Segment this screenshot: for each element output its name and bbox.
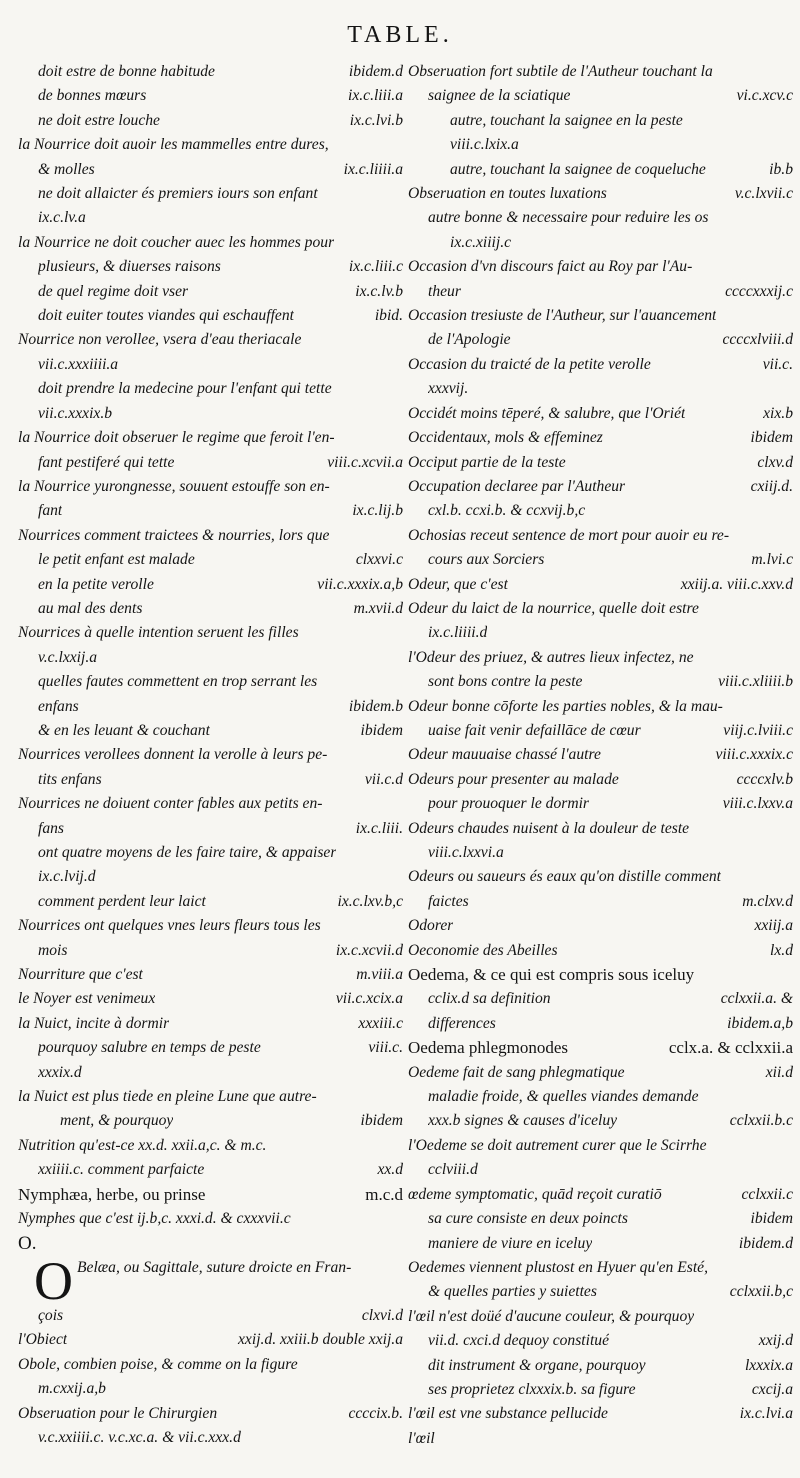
entry-text: la Nourrice doit auoir les mammelles entre dures, — [18, 136, 329, 154]
entry-text: œdeme symptomatic, quād reçoit curatiō — [408, 1185, 662, 1203]
entry-text: Oeconomie des Abeilles — [408, 941, 558, 959]
entry-text: fant pestiferé qui tette — [38, 453, 175, 471]
index-entry — [408, 1012, 793, 1036]
entry-reference: vii.c.xcix.a — [335, 990, 403, 1008]
index-entry — [18, 402, 403, 426]
index-entry — [18, 792, 403, 816]
entry-reference: m.lvi.c — [751, 551, 793, 569]
index-entry — [18, 133, 403, 157]
entry-text: Belæa, ou Sagittale, suture droicte en Fran- — [77, 1258, 352, 1276]
entry-text: fans — [38, 819, 64, 837]
entry-text: viii.c.lxix.a — [450, 136, 519, 154]
index-entry — [18, 1377, 403, 1401]
entry-text: la Nourrice doit obseruer le regime que feroit l'en- — [18, 429, 335, 447]
index-entry — [408, 353, 793, 377]
index-entry — [18, 255, 403, 279]
index-entry — [408, 377, 793, 401]
index-entry — [408, 1256, 793, 1280]
index-entry — [18, 646, 403, 670]
entry-text: de quel regime doit vser — [38, 282, 189, 300]
index-entry — [18, 426, 403, 450]
entry-text: quelles fautes commettent en trop serrant les — [38, 673, 318, 691]
index-entry — [18, 597, 403, 621]
index-entry — [408, 133, 793, 157]
entry-reference: ix.c.liii.c — [348, 258, 403, 276]
entry-text: Oedemes viennent plustost en Hyuer qu'en Esté, — [408, 1258, 708, 1276]
index-entry — [408, 402, 793, 426]
index-entry — [408, 548, 793, 572]
entry-text: Occiput partie de la teste — [408, 453, 566, 471]
index-entry — [18, 1061, 403, 1085]
entry-reference: ix.c.lvi.b — [349, 111, 403, 129]
index-entry — [408, 939, 793, 963]
index-entry — [408, 768, 793, 792]
index-entry — [18, 451, 403, 475]
entry-reference: ix.c.lij.b — [352, 502, 403, 520]
entry-text: çois — [38, 1306, 64, 1324]
entry-text: theur — [428, 282, 461, 300]
index-entry — [18, 1183, 403, 1207]
entry-reference: ix.c.liii.a — [348, 87, 403, 105]
entry-reference: viij.c.lviii.c — [723, 721, 793, 739]
index-entry — [18, 1158, 403, 1182]
entry-reference: viii.c.xliiii.b — [718, 673, 793, 691]
index-entry — [18, 304, 403, 328]
entry-text: Odeur bonne cōforte les parties nobles, & la mau- — [408, 697, 723, 715]
index-entry — [18, 865, 403, 889]
entry-text: differences — [428, 1014, 496, 1032]
entry-text: doit euiter toutes viandes qui eschauffent — [38, 307, 294, 325]
entry-text: pourquoy salubre en temps de peste — [38, 1039, 261, 1057]
index-entry — [408, 182, 793, 206]
entry-reference: ccccxlviii.d — [722, 331, 793, 349]
index-entry — [408, 1109, 793, 1133]
index-entry — [408, 451, 793, 475]
entry-text: le Noyer est venimeux — [18, 990, 156, 1008]
entry-text: ne doit estre louche — [38, 111, 160, 129]
entry-text: Odeurs chaudes nuisent à la douleur de teste — [408, 819, 690, 837]
entry-text: ont quatre moyens de les faire taire, & appaiser — [38, 844, 337, 861]
index-entry — [408, 670, 793, 694]
entry-reference: m.viii.a — [356, 966, 403, 984]
entry-text: mois — [38, 941, 68, 959]
entry-reference: ix.c.liii. — [355, 819, 403, 837]
entry-text: Nourriture que c'est — [18, 966, 143, 984]
entry-reference: xxiij.a — [754, 917, 793, 935]
index-entry — [18, 84, 403, 108]
index-entry — [408, 597, 793, 621]
entry-text: maladie froide, & quelles viandes demande — [428, 1088, 699, 1106]
index-entry — [408, 817, 793, 841]
entry-text: vii.d. cxci.d dequoy constitué — [428, 1332, 609, 1350]
entry-reference: clxv.d — [757, 453, 793, 471]
index-entry — [408, 646, 793, 670]
entry-text: cclix.d sa definition — [428, 990, 551, 1008]
entry-text: ix.c.xiiij.c — [450, 233, 512, 251]
entry-reference: cclxxii.a. & — [720, 990, 793, 1008]
entry-text: cours aux Sorciers — [428, 551, 545, 569]
entry-text: Nourrices verollees donnent la verolle à leurs pe- — [18, 746, 328, 764]
entry-reference: ibidem — [750, 1210, 793, 1228]
index-entry — [18, 499, 403, 523]
entry-reference: xx.d — [377, 1161, 403, 1179]
entry-reference: xii.d — [765, 1063, 793, 1081]
drop-cap-initial: O — [34, 1255, 73, 1304]
index-entry — [408, 914, 793, 938]
entry-text: enfans — [38, 697, 79, 715]
entry-text: l'Obiect — [18, 1331, 68, 1349]
entry-text: ix.c.lvij.d — [38, 868, 96, 886]
entry-text: Nutrition qu'est-ce xx.d. xxii.a,c. & m.c. — [18, 1136, 267, 1154]
entry-reference: ccccxlv.b — [736, 770, 793, 788]
index-entry — [408, 158, 793, 182]
entry-text: au mal des dents — [38, 599, 143, 617]
entry-text: la Nuict est plus tiede en pleine Lune que autre- — [18, 1088, 317, 1106]
index-entry — [408, 865, 793, 889]
entry-text: Odeurs ou saueurs és eaux qu'on distille comment — [408, 868, 722, 886]
entry-text: tits enfans — [38, 770, 102, 788]
index-entry — [18, 1256, 403, 1304]
entry-text: Occasion d'vn discours faict au Roy par l'Au- — [408, 258, 693, 276]
entry-text: Obseruation fort subtile de l'Autheur touchant la — [408, 63, 713, 80]
index-entry — [408, 573, 793, 597]
entry-text: Obseruation en toutes luxations — [408, 185, 607, 203]
entry-reference: xxiij.a. viii.c.xxv.d — [680, 575, 793, 593]
entry-text: ix.c.liiii.d — [428, 624, 488, 642]
index-entry — [408, 1354, 793, 1378]
entry-text: ment, & pourquoy — [60, 1112, 174, 1130]
section-heading — [18, 1232, 403, 1256]
entry-text: la Nuict, incite à dormir — [18, 1014, 170, 1032]
entry-reference: ix.c.lvi.a — [739, 1405, 793, 1423]
index-entry — [408, 426, 793, 450]
entry-reference: ibidem.d — [348, 63, 403, 80]
entry-text: Nymphæa, herbe, ou prinse — [18, 1184, 206, 1204]
index-entry — [408, 621, 793, 645]
entry-reference: xxij.d. xxiii.b double xxij.a — [238, 1331, 403, 1349]
entry-text: comment perdent leur laict — [38, 892, 206, 910]
entry-reference: viii.c.xcvii.a — [327, 453, 403, 471]
index-entry — [408, 1402, 793, 1426]
entry-reference: ix.c.lxv.b,c — [337, 892, 403, 910]
entry-reference: lx.d — [770, 941, 793, 959]
entry-reference: viii.c.xxxix.c — [715, 746, 793, 764]
entry-text: Occasion tresiuste de l'Autheur, sur l'auancement — [408, 307, 717, 325]
entry-reference: ibidem.b — [348, 697, 403, 715]
index-entry — [408, 792, 793, 816]
entry-text: doit estre de bonne habitude — [38, 63, 215, 80]
entry-reference: m.c.d — [365, 1184, 403, 1204]
entry-reference: ib.b — [769, 160, 793, 178]
entry-text: xxx.b signes & causes d'iceluy — [428, 1112, 618, 1130]
entry-reference: viii.c.lxxv.a — [722, 795, 793, 813]
index-entry — [408, 1207, 793, 1231]
entry-text: l'œil n'est doüé d'aucune couleur, & pourquoy — [408, 1307, 695, 1325]
index-entry — [408, 231, 793, 255]
entry-reference: vi.c.xcv.c — [736, 87, 793, 105]
index-entry — [18, 1328, 403, 1352]
entry-text: l'œil est vne substance pellucide — [408, 1405, 608, 1423]
index-entry — [18, 328, 403, 352]
entry-text: Occupation declaree par l'Autheur — [408, 477, 626, 495]
entry-text: Odeur mauuaise chassé l'autre — [408, 746, 601, 764]
entry-text: plusieurs, & diuerses raisons — [38, 258, 221, 276]
entry-reference: vii.c.xxxix.a,b — [317, 575, 403, 593]
entry-text: Odorer — [408, 917, 454, 935]
entry-reference: ix.c.liiii.a — [343, 160, 403, 178]
index-entry — [18, 1085, 403, 1109]
entry-text: cxl.b. ccxi.b. & ccxvij.b,c — [428, 502, 586, 520]
entry-text: dit instrument & organe, pourquoy — [428, 1356, 646, 1374]
catchword — [408, 1427, 793, 1451]
index-entry — [18, 206, 403, 230]
entry-text: Nourrices ne doiuent conter fables aux petits en- — [18, 795, 323, 813]
entry-text: pour prouoquer le dormir — [428, 795, 589, 813]
index-entry — [18, 1402, 403, 1426]
entry-reference: xxxiii.c — [358, 1014, 403, 1032]
index-entry — [18, 377, 403, 401]
entry-text: doit prendre la medecine pour l'enfant qui tette — [38, 380, 332, 398]
index-entry — [18, 475, 403, 499]
entry-text: v.c.xxiiii.c. v.c.xc.a. & vii.c.xxx.d — [38, 1428, 241, 1446]
index-entry — [18, 719, 403, 743]
entry-reference: cxiij.d. — [750, 477, 793, 495]
entry-text: viii.c.lxxvi.a — [428, 844, 504, 861]
entry-reference: v.c.lxvii.c — [734, 185, 793, 203]
index-entry — [408, 841, 793, 865]
index-entry — [18, 1109, 403, 1133]
index-entry — [408, 524, 793, 548]
entry-text: Nourrices à quelle intention seruent les filles — [18, 624, 299, 642]
entry-reference: ibid. — [374, 307, 403, 325]
index-entry — [18, 182, 403, 206]
index-entry — [408, 84, 793, 108]
entry-text: le petit enfant est malade — [38, 551, 195, 569]
entry-reference: ix.c.lv.b — [355, 282, 403, 300]
left-column — [18, 60, 403, 1468]
index-entry — [18, 1036, 403, 1060]
index-entry — [18, 890, 403, 914]
entry-reference: ibidem — [750, 429, 793, 447]
entry-text: & quelles parties y suiettes — [428, 1283, 597, 1301]
index-entry — [18, 1134, 403, 1158]
entry-text: la Nourrice yurongnesse, souuent estouffe son en- — [18, 477, 330, 495]
index-entry — [408, 1305, 793, 1329]
entry-reference: viii.c. — [368, 1039, 403, 1057]
entry-text: Occasion du traicté de la petite verolle — [408, 355, 651, 373]
entry-reference: cclxxii.c — [741, 1185, 793, 1203]
entry-text: xxiiii.c. comment parfaicte — [38, 1161, 205, 1179]
entry-text: Nymphes que c'est ij.b,c. xxxi.d. & cxxxvii.c — [18, 1210, 291, 1228]
index-entry — [408, 499, 793, 523]
entry-reference: cclx.a. & cclxxii.a — [668, 1038, 793, 1058]
entry-text: Nourrice non verollee, vsera d'eau theriacale — [18, 331, 302, 349]
index-entry — [18, 548, 403, 572]
index-entry — [18, 158, 403, 182]
entry-text: ix.c.lv.a — [38, 209, 86, 227]
entry-text: Nourrices ont quelques vnes leurs fleurs tous les — [18, 917, 321, 935]
entry-reference: cxcij.a — [751, 1380, 793, 1398]
index-entry — [408, 280, 793, 304]
index-entry — [18, 231, 403, 255]
index-entry — [18, 670, 403, 694]
entry-text: sa cure consiste en deux poincts — [428, 1210, 628, 1228]
entry-text: Oedema, & ce qui est compris sous iceluy — [408, 965, 695, 985]
index-entry — [408, 695, 793, 719]
entry-text: maniere de viure en iceluy — [428, 1234, 593, 1252]
entry-text: Obole, combien poise, & comme on la figure — [18, 1355, 298, 1373]
entry-text: saignee de la sciatique — [428, 87, 571, 105]
entry-reference: xxij.d — [758, 1332, 793, 1350]
index-entry — [408, 206, 793, 230]
index-entry — [408, 109, 793, 133]
right-column — [408, 60, 793, 1468]
index-entry — [18, 280, 403, 304]
entry-reference: clxvi.d — [361, 1306, 403, 1324]
entry-reference: m.clxv.d — [742, 892, 793, 910]
entry-text: Occidentaux, mols & effeminez — [408, 429, 603, 447]
index-entry — [408, 1061, 793, 1085]
index-entry — [408, 1183, 793, 1207]
entry-text: l'œil — [408, 1429, 435, 1447]
entry-reference: ibidem — [360, 721, 403, 739]
entry-text: xxxvij. — [428, 380, 469, 398]
index-entry — [408, 328, 793, 352]
entry-text: vii.c.xxxiiii.a — [38, 355, 119, 373]
index-entry — [18, 768, 403, 792]
index-entry — [18, 573, 403, 597]
entry-text: cclviii.d — [428, 1161, 478, 1179]
entry-text: en la petite verolle — [38, 575, 154, 593]
index-entry — [408, 1280, 793, 1304]
index-entry — [18, 60, 403, 84]
index-entry — [408, 743, 793, 767]
entry-reference: ccccxxxij.c — [725, 282, 793, 300]
entry-reference: ibidem — [360, 1112, 403, 1130]
entry-text: xxxix.d — [38, 1063, 82, 1081]
entry-text: m.cxxij.a,b — [38, 1380, 106, 1398]
entry-reference: ibidem.d — [738, 1234, 793, 1252]
index-entry — [408, 1036, 793, 1060]
index-entry — [408, 890, 793, 914]
entry-text: v.c.lxxij.a — [38, 648, 98, 666]
index-entry — [408, 1378, 793, 1402]
page-title: TABLE. — [347, 22, 453, 48]
entry-text: & en les leuant & couchant — [38, 721, 210, 739]
entry-text: Odeur, que c'est — [408, 575, 508, 593]
index-entry — [408, 1232, 793, 1256]
index-entry — [18, 353, 403, 377]
index-entry — [408, 1329, 793, 1353]
entry-text: O. — [18, 1232, 37, 1254]
entry-reference: vii.c. — [762, 355, 793, 373]
index-entry — [18, 695, 403, 719]
entry-reference: ix.c.xcvii.d — [335, 941, 403, 959]
entry-text: l'Oedeme se doit autrement curer que le Scirrhe — [408, 1136, 707, 1154]
entry-text: Oedema phlegmonodes — [408, 1038, 569, 1058]
entry-text: Nourrices comment traictees & nourries, lors que — [18, 526, 330, 544]
entry-text: de bonnes mœurs — [38, 87, 147, 105]
index-entry — [18, 1207, 403, 1231]
index-entry — [18, 109, 403, 133]
entry-text: l'Odeur des priuez, & autres lieux infectez, ne — [408, 648, 694, 666]
entry-text: & molles — [38, 160, 95, 178]
entry-text: autre, touchant la saignee de coqueluche — [450, 160, 706, 178]
index-entry — [18, 817, 403, 841]
entry-text: autre bonne & necessaire pour reduire les os — [428, 209, 709, 227]
entry-reference: vii.c.d — [364, 770, 403, 788]
index-entry — [408, 1134, 793, 1158]
entry-text: ne doit allaicter és premiers iours son enfant — [38, 185, 318, 203]
entry-reference: m.xvii.d — [353, 599, 403, 617]
index-entry — [18, 621, 403, 645]
entry-text: Occidét moins tēperé, & salubre, que l'Oriét — [408, 404, 686, 422]
entry-reference: lxxxix.a — [744, 1356, 793, 1374]
entry-text: Odeur du laict de la nourrice, quelle doit estre — [408, 599, 699, 617]
entry-reference: xix.b — [763, 404, 793, 422]
index-entry — [408, 987, 793, 1011]
entry-text: Oedeme fait de sang phlegmatique — [408, 1063, 625, 1081]
entry-text: Obseruation pour le Chirurgien — [18, 1404, 218, 1422]
index-entry — [18, 841, 403, 865]
entry-text: la Nourrice ne doit coucher auec les hommes pour — [18, 233, 335, 251]
entry-reference: cclxxii.b.c — [729, 1112, 793, 1130]
entry-reference: ccccix.b. — [348, 1404, 403, 1422]
entry-text: uaise fait venir defaillāce de cœur — [428, 721, 641, 739]
index-entry — [18, 743, 403, 767]
entry-text: vii.c.xxxix.b — [38, 404, 113, 422]
index-entry — [408, 1158, 793, 1182]
index-entry — [408, 60, 793, 84]
index-entry — [408, 255, 793, 279]
index-entry — [18, 963, 403, 987]
entry-text: ses proprietez clxxxix.b. sa figure — [428, 1380, 636, 1398]
index-entry — [408, 719, 793, 743]
entry-text: sont bons contre la peste — [428, 673, 583, 691]
entry-reference: cclxxii.b,c — [729, 1283, 793, 1301]
index-entry — [408, 475, 793, 499]
index-entry — [18, 1304, 403, 1328]
index-entry — [408, 304, 793, 328]
entry-reference: ibidem.a,b — [727, 1014, 793, 1032]
entry-text: fant — [38, 502, 63, 520]
entry-text: faictes — [428, 892, 469, 910]
index-entry — [18, 1012, 403, 1036]
entry-text: Odeurs pour presenter au malade — [408, 770, 619, 788]
index-entry — [408, 963, 793, 987]
entry-reference: clxxvi.c — [355, 551, 403, 569]
index-entry — [18, 1426, 403, 1450]
index-entry — [408, 1085, 793, 1109]
entry-text: autre, touchant la saignee en la peste — [450, 111, 683, 129]
entry-text: Ochosias receut sentence de mort pour auoir eu re- — [408, 526, 730, 544]
index-entry — [18, 914, 403, 938]
index-entry — [18, 1353, 403, 1377]
index-entry — [18, 939, 403, 963]
index-entry — [18, 987, 403, 1011]
index-entry — [18, 524, 403, 548]
entry-text: de l'Apologie — [428, 331, 511, 349]
